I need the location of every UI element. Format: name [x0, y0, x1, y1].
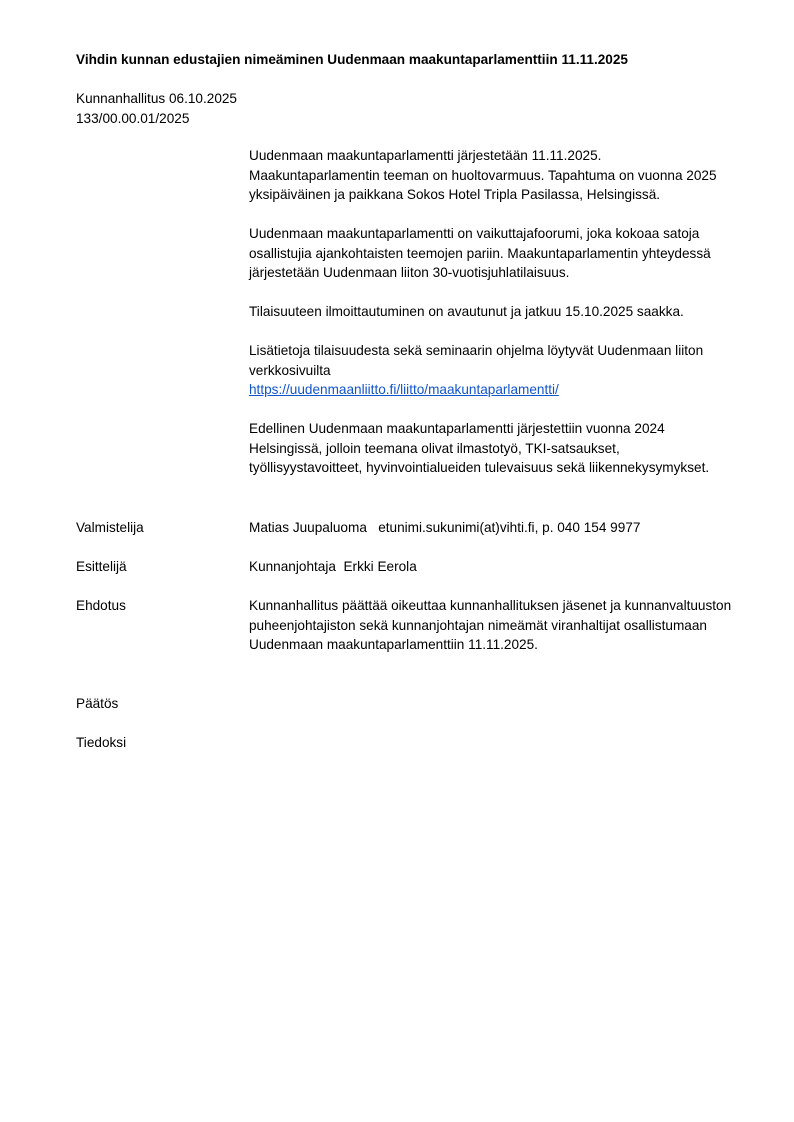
document-title: Vihdin kunnan edustajien nimeäminen Uudenmaan maakuntaparlamenttiin 11.11.2025	[76, 52, 628, 67]
proposal-label: Ehdotus	[76, 598, 126, 613]
proposal-value: Kunnanhallitus päättää oikeuttaa kunnanhallituksen jäsenet ja kunnanvaltuuston puheenjohtajiston sekä kunnanjohtajan nimeämät viranhaltijat osallistumaan Uudenmaan maakuntaparlamenttiin 11.11.2025.	[249, 598, 732, 652]
presenter-value: Kunnanjohtaja Erkki Eerola	[249, 559, 417, 574]
body-paragraph-1: Uudenmaan maakuntaparlamentti järjestetään 11.11.2025. Maakuntaparlamentin teeman on huoltovarmuus. Tapahtuma on vuonna 2025 yksipäiväinen ja paikkana Sokos Hotel Tripla Pasilassa, Helsingissä.	[249, 148, 717, 202]
decision-label: Päätös	[76, 696, 119, 711]
body-text	[249, 146, 735, 497]
more-info-text: Lisätietoja tilaisuudesta sekä seminaarin ohjelma löytyvät Uudenmaan liiton verkkosivuilta	[249, 343, 704, 378]
info-label: Tiedoksi	[76, 735, 127, 750]
presenter-label: Esittelijä	[76, 559, 127, 574]
record-number: 133/00.00.01/2025	[76, 110, 190, 126]
body-paragraph-5: Edellinen Uudenmaan maakuntaparlamentti järjestettiin vuonna 2024 Helsingissä, jolloin teemana olivat ilmastotyö, TKI-satsaukset, työllisyystavoitteet, hyvinvointialueiden tulevaisuus sekä liikennekysymykset.	[249, 421, 710, 475]
meeting-name: Kunnanhallitus 06.10.2025	[76, 91, 237, 106]
body-paragraph-4	[249, 341, 735, 400]
body-paragraph-3: Tilaisuuteen ilmoittautuminen on avautunut ja jatkuu 15.10.2025 saakka.	[249, 304, 684, 319]
body-paragraph-2: Uudenmaan maakuntaparlamentti on vaikuttajafoorumi, joka kokoaa satoja osallistujia ajankohtaisten teemojen pariin. Maakuntaparlamentin yhteydessä järjestetään Uudenmaan liiton 30-vuotisjuhlatilaisuus.	[249, 226, 711, 280]
preparer-value: Matias Juupaluoma etunimi.sukunimi(at)vihti.fi, p. 040 154 9977	[249, 520, 641, 535]
meeting-info	[76, 89, 376, 128]
preparer-label: Valmistelija	[76, 520, 144, 535]
website-link[interactable]: https://uudenmaanliitto.fi/liitto/maakuntaparlamentti/	[249, 382, 559, 397]
